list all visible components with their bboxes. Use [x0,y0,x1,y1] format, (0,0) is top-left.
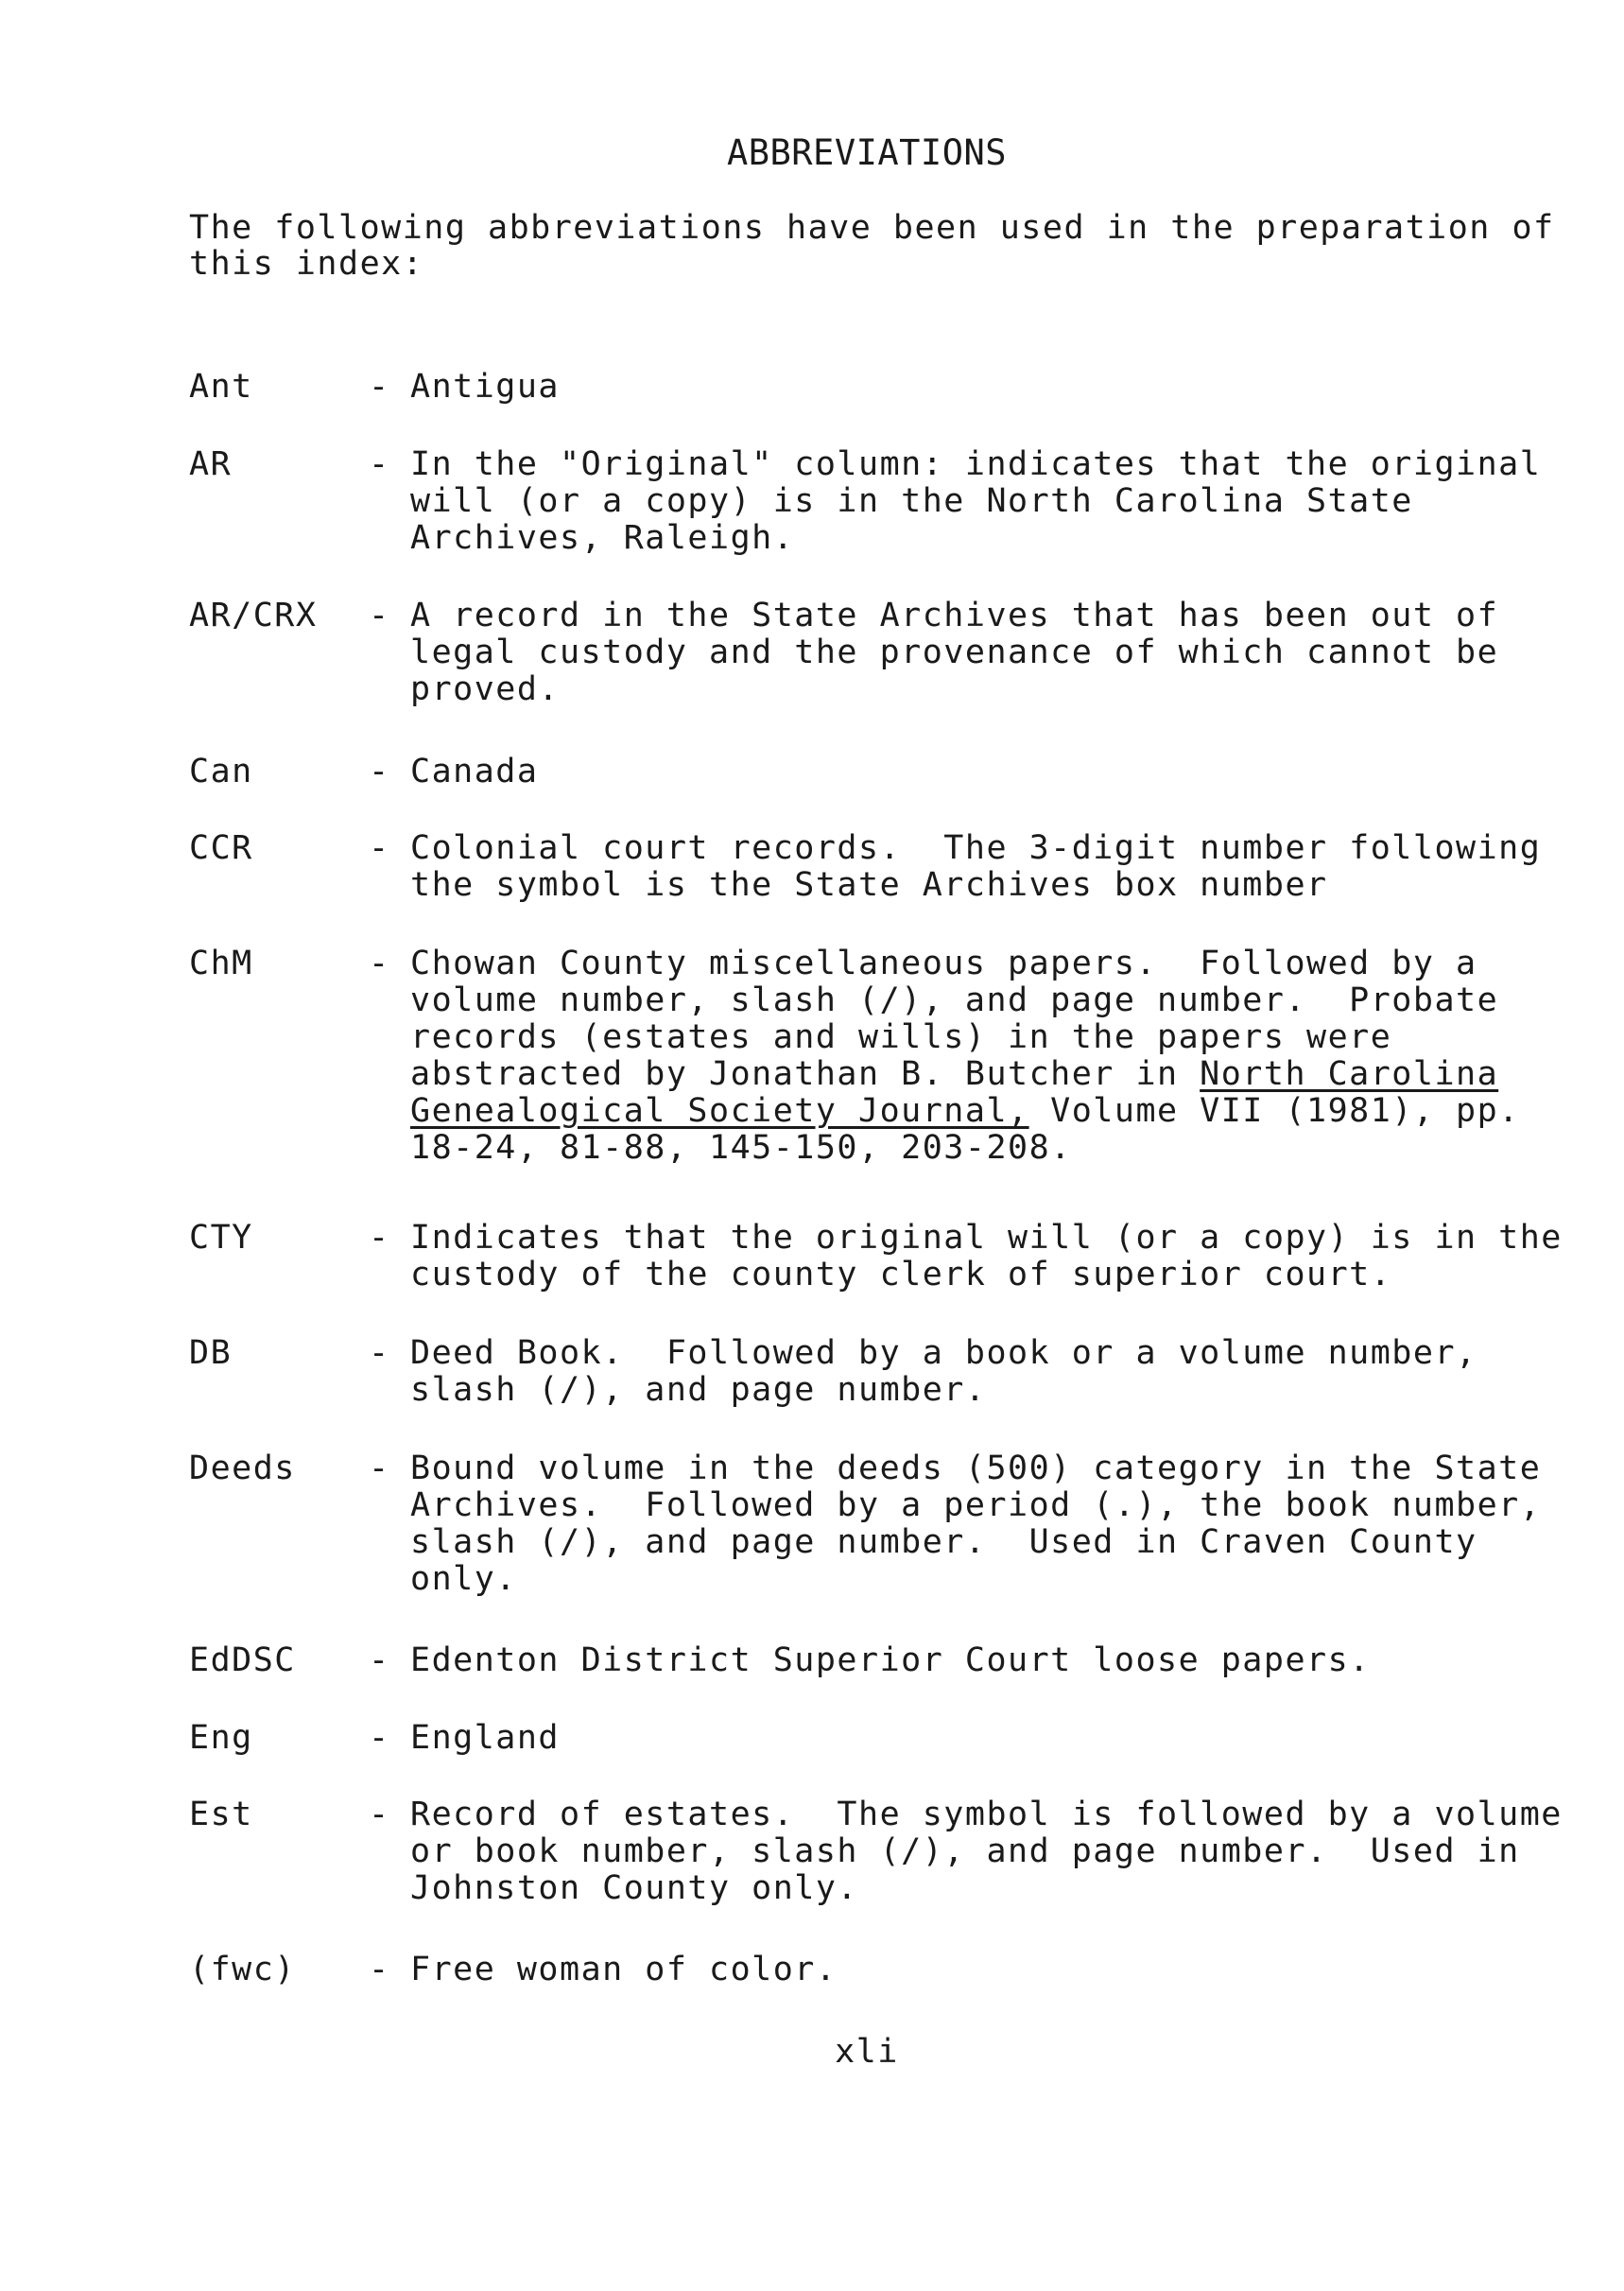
dash: - [369,1796,390,1833]
definition-line [410,1093,1531,1130]
intro-line: The following abbreviations have been used in the preparation of [189,209,1555,247]
abbreviation: EdDSC [189,1641,296,1679]
definition-line: Colonial court records. The 3-digit number following [410,829,1542,867]
dash: - [369,1219,390,1257]
definition-line: Johnston County only. [410,1869,859,1907]
dash: - [369,945,390,982]
definition-line: Archives, Raleigh. [410,519,795,557]
abbreviation: Ant [189,368,253,406]
definition [410,445,1542,557]
dash: - [369,829,390,867]
definition-line: will (or a copy) is in the North Carolina State [410,482,1413,520]
abbreviation: (fwc) [189,1951,296,1988]
dash: - [369,1719,390,1757]
dash: - [369,1449,390,1487]
definition-line: Free woman of color. [410,1951,838,1988]
journal-title-part: North Carolina [1200,1055,1499,1093]
definition-line: Antigua [410,368,561,406]
definition [410,1952,1531,1988]
definition [410,1796,1563,1907]
definition-line: Record of estates. The symbol is followed by a volume [410,1796,1563,1833]
abbreviation: Deeds [189,1449,296,1487]
page-number: xli [835,2033,899,2071]
definition [410,1720,1531,1757]
definition [410,754,1531,790]
definition [410,1335,1531,1409]
definition-line: A record in the State Archives that has been out of [410,597,1499,634]
intro-paragraph [189,209,1555,283]
definition-line: Chowan County miscellaneous papers. Followed by a [410,945,1477,982]
abbreviation: AR/CRX [189,597,318,634]
dash: - [369,597,390,634]
definition-line: Edenton District Superior Court loose papers. [410,1641,1371,1679]
definition-line: Deed Book. Followed by a book or a volume number, [410,1334,1477,1372]
definition-line: volume number, slash (/), and page number. Probate [410,981,1499,1019]
definition [410,1449,1542,1598]
definition-line: Canada [410,753,539,790]
abbreviation: Can [189,753,253,790]
dash: - [369,1334,390,1372]
dash: - [369,368,390,406]
abbreviation: DB [189,1334,233,1372]
definition [410,1642,1531,1679]
definition-line: England [410,1719,561,1757]
definition-line: the symbol is the State Archives box number [410,866,1328,904]
definition-line: or book number, slash (/), and page number. Used in [410,1832,1520,1870]
definition-line: only. [410,1560,517,1598]
definition-line: slash (/), and page number. [410,1371,987,1409]
definition-text: abstracted by Jonathan B. Butcher in [410,1055,1201,1093]
abbreviation: ChM [189,945,253,982]
abbreviation: CCR [189,829,253,867]
dash: - [369,1641,390,1679]
definition [410,1219,1563,1293]
definition-line: legal custody and the provenance of which cannot be [410,633,1499,671]
definition-line: Bound volume in the deeds (500) category in the State [410,1449,1542,1487]
definition-line: Archives. Followed by a period (.), the book number, [410,1486,1542,1524]
abbreviation: Est [189,1796,253,1833]
abbreviation: AR [189,445,233,483]
definition [410,598,1531,708]
definition-line: proved. [410,670,561,708]
abbreviation: CTY [189,1219,253,1257]
definition-line: 18-24, 81-88, 145-150, 203-208. [410,1129,1072,1167]
dash: - [369,753,390,790]
page-title: ABBREVIATIONS [726,132,1008,173]
definition [410,946,1531,1167]
journal-title-part: Genealogical Society Journal, [410,1092,1029,1130]
definition-line: records (estates and wills) in the papers were [410,1018,1392,1056]
definition-line: custody of the county clerk of superior court. [410,1256,1392,1293]
definition-line: slash (/), and page number. Used in Craven County [410,1523,1477,1561]
definition-line [410,1056,1531,1093]
abbreviation: Eng [189,1719,253,1757]
dash: - [369,1951,390,1988]
definition-line: In the "Original" column: indicates that the original [410,445,1542,483]
definition-text: Volume VII (1981), pp. [1028,1092,1520,1130]
definition-line: Indicates that the original will (or a copy) is in the [410,1219,1563,1257]
definition [410,369,1531,406]
intro-line: this index: [189,245,424,283]
dash: - [369,445,390,483]
definition [410,829,1542,904]
